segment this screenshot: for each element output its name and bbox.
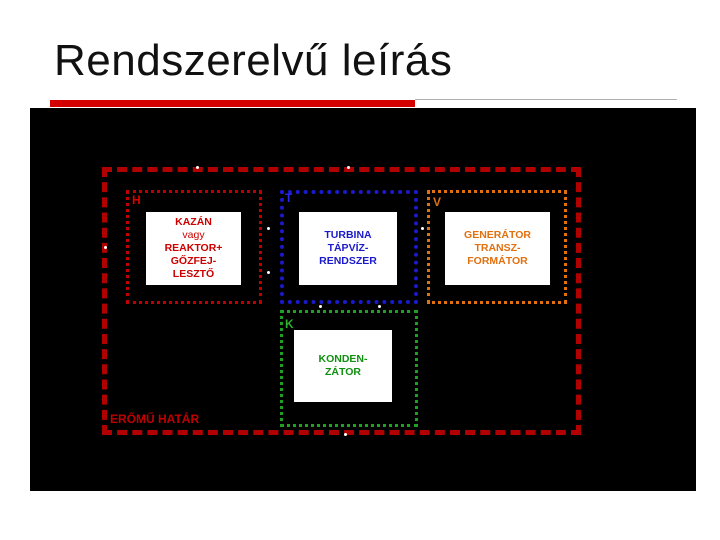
boiler-line-4: GŐZFEJ- xyxy=(170,255,217,267)
region-k-tag: K xyxy=(285,317,294,331)
condenser-line-2: ZÁTOR xyxy=(325,366,361,378)
turbine-line-1: TURBINA xyxy=(324,229,372,241)
boiler-line-1: KAZÁN xyxy=(175,216,212,228)
power-plant-boundary-label: ERŐMŰ HATÁR xyxy=(110,412,200,426)
marker-dot xyxy=(196,166,199,169)
turbine-box xyxy=(299,212,397,285)
slide-title: Rendszerelvű leírás xyxy=(54,36,453,85)
condenser-line-1: KONDEN- xyxy=(318,353,368,365)
turbine-line-3: RENDSZER xyxy=(319,255,377,267)
marker-dot xyxy=(347,166,350,169)
marker-dot xyxy=(344,433,347,436)
turbine-line-2: TÁPVÍZ- xyxy=(327,242,369,254)
marker-dot xyxy=(267,227,270,230)
boiler-line-2: vagy xyxy=(182,229,205,241)
generator-line-2: TRANSZ- xyxy=(474,242,521,254)
boiler-reactor-box xyxy=(146,212,241,285)
marker-dot xyxy=(378,305,381,308)
generator-line-1: GENERÁTOR xyxy=(464,229,531,241)
boiler-line-3: REAKTOR+ xyxy=(164,242,223,254)
boiler-line-5: LESZTŐ xyxy=(172,268,215,280)
marker-dot xyxy=(104,246,107,249)
region-t-tag: T xyxy=(285,191,293,205)
generator-box xyxy=(445,212,550,285)
region-h-tag: H xyxy=(132,193,141,207)
title-rule-red xyxy=(50,100,415,107)
region-v-tag: V xyxy=(433,195,442,209)
title-rule-gray xyxy=(415,99,677,100)
marker-dot xyxy=(267,271,270,274)
marker-dot xyxy=(421,227,424,230)
marker-dot xyxy=(319,305,322,308)
condenser-box xyxy=(294,330,392,402)
generator-line-3: FORMÁTOR xyxy=(467,255,528,267)
